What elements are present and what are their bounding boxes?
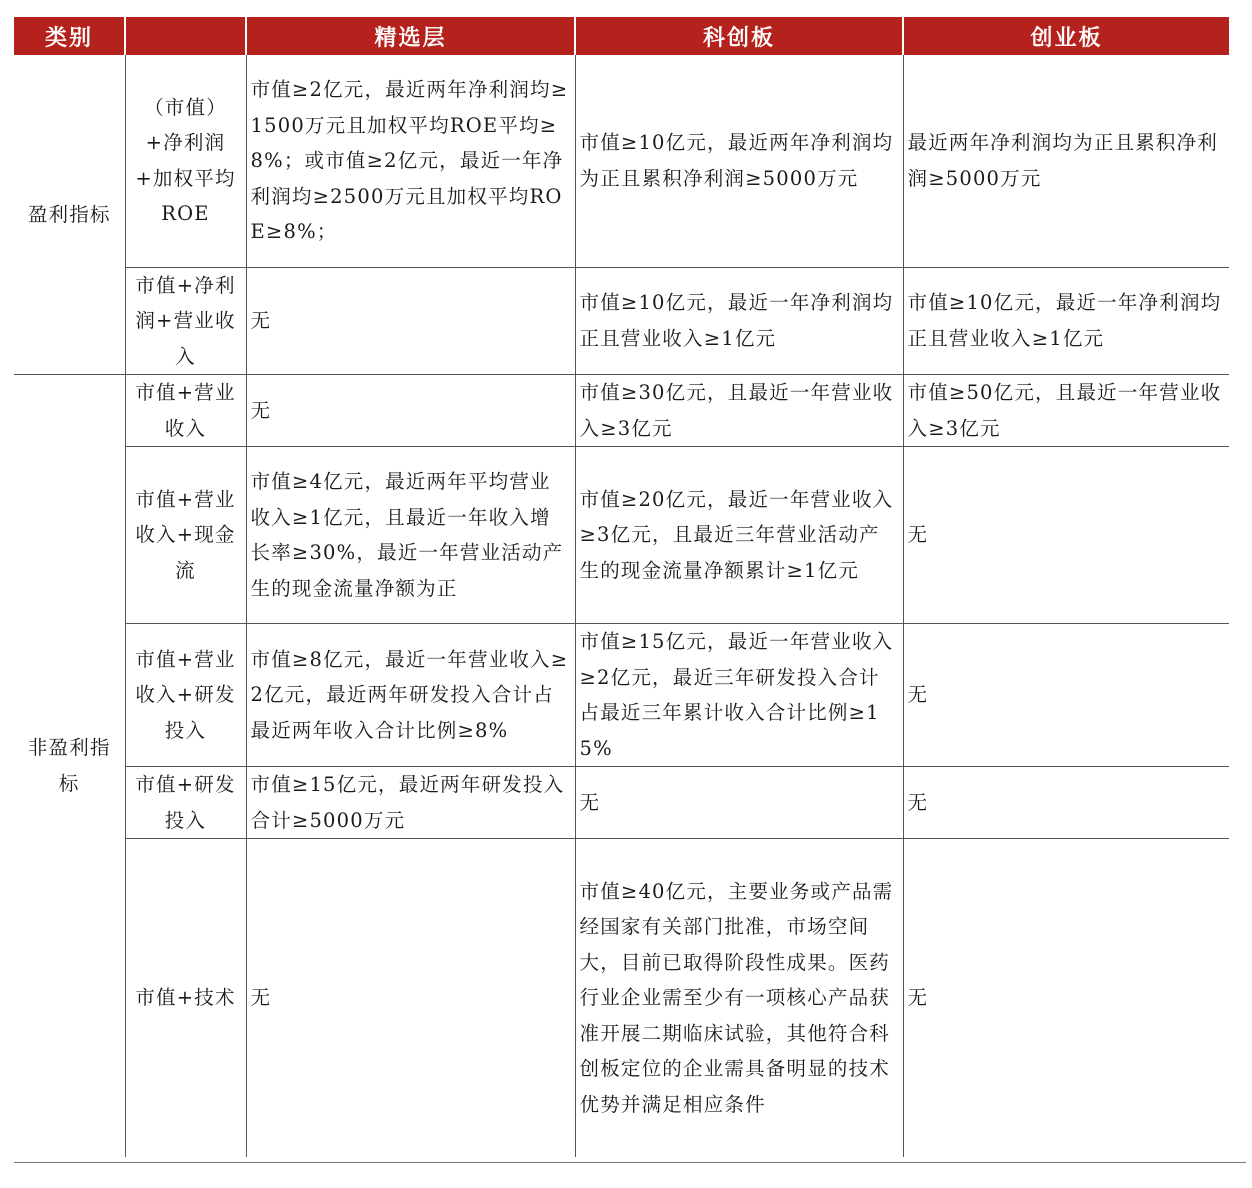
sub-criterion-cell: 市值+净利润+营业收入 <box>125 267 246 375</box>
chuangye-cell: 无 <box>903 767 1229 839</box>
sub-criterion-cell: 市值+营业收入+研发投入 <box>125 624 246 767</box>
header-kechuang: 科创板 <box>575 17 903 55</box>
table-row <box>14 624 1229 767</box>
jingxuan-cell: 无 <box>246 375 575 447</box>
table-row <box>14 267 1229 375</box>
chuangye-cell: 无 <box>903 447 1229 624</box>
kechuang-cell: 无 <box>575 767 903 839</box>
chuangye-cell: 市值≥50亿元，且最近一年营业收入≥3亿元 <box>903 375 1229 447</box>
jingxuan-cell: 市值≥4亿元，最近两年平均营业收入≥1亿元，且最近一年收入增长率≥30%，最近一年营业活动产生的现金流量净额为正 <box>246 447 575 624</box>
table-header-row <box>14 17 1229 55</box>
sub-criterion-cell: 市值+营业收入 <box>125 375 246 447</box>
header-chuangye: 创业板 <box>903 17 1229 55</box>
kechuang-cell: 市值≥40亿元，主要业务或产品需经国家有关部门批准，市场空间大，目前已取得阶段性成果。医药行业企业需至少有一项核心产品获准开展二期临床试验，其他符合科创板定位的企业需具备明显的技术优势并满足相应条件 <box>575 839 903 1157</box>
table-row <box>14 447 1229 624</box>
header-blank <box>125 17 246 55</box>
category-cell: 非盈利指标 <box>14 375 125 1157</box>
category-cell: 盈利指标 <box>14 55 125 375</box>
sub-criterion-cell: 市值+技术 <box>125 839 246 1157</box>
kechuang-cell: 市值≥10亿元，最近两年净利润均为正且累积净利润≥5000万元 <box>575 55 903 267</box>
kechuang-cell: 市值≥10亿元，最近一年净利润均正且营业收入≥1亿元 <box>575 267 903 375</box>
jingxuan-cell: 无 <box>246 267 575 375</box>
table-row <box>14 55 1229 267</box>
jingxuan-cell: 市值≥15亿元，最近两年研发投入合计≥5000万元 <box>246 767 575 839</box>
table-row <box>14 767 1229 839</box>
kechuang-cell: 市值≥20亿元，最近一年营业收入≥3亿元，且最近三年营业活动产生的现金流量净额累计≥1亿元 <box>575 447 903 624</box>
kechuang-cell: 市值≥15亿元，最近一年营业收入≥2亿元，最近三年研发投入合计占最近三年累计收入合计比例≥15% <box>575 624 903 767</box>
table-row <box>14 839 1229 1157</box>
jingxuan-cell: 市值≥8亿元，最近一年营业收入≥2亿元，最近两年研发投入合计占最近两年收入合计比例≥8% <box>246 624 575 767</box>
chuangye-cell: 市值≥10亿元，最近一年净利润均正且营业收入≥1亿元 <box>903 267 1229 375</box>
listing-criteria-table <box>14 17 1229 1157</box>
chuangye-cell: 无 <box>903 839 1229 1157</box>
jingxuan-cell: 市值≥2亿元，最近两年净利润均≥1500万元且加权平均ROE平均≥8%；或市值≥2亿元，最近一年净利润均≥2500万元且加权平均ROE≥8%； <box>246 55 575 267</box>
chuangye-cell: 无 <box>903 624 1229 767</box>
kechuang-cell: 市值≥30亿元，且最近一年营业收入≥3亿元 <box>575 375 903 447</box>
chuangye-cell: 最近两年净利润均为正且累积净利润≥5000万元 <box>907 131 1219 190</box>
comparison-table-container <box>14 17 1229 1157</box>
jingxuan-cell: 无 <box>246 839 575 1157</box>
sub-criterion-cell: 市值+营业收入+现金流 <box>125 447 246 624</box>
header-category: 类别 <box>14 17 125 55</box>
sub-criterion-cell: 市值+研发投入 <box>125 767 246 839</box>
sub-criterion-cell: （市值）+净利润+加权平均ROE <box>125 55 246 267</box>
table-row <box>14 375 1229 447</box>
header-jingxuan: 精选层 <box>246 17 575 55</box>
bottom-rule <box>14 1162 1246 1163</box>
